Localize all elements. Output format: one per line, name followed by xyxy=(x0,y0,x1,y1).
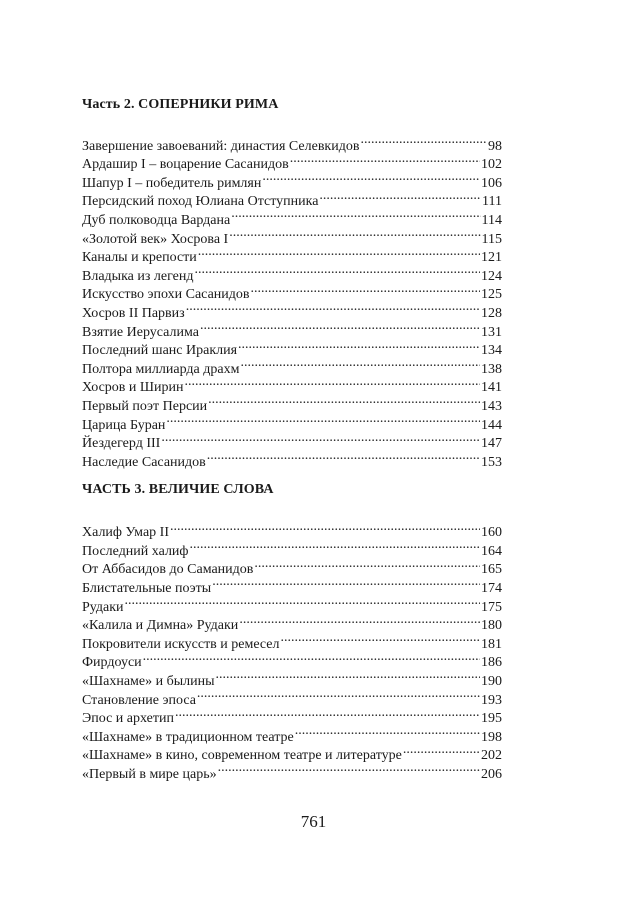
toc-entry-page: 106 xyxy=(481,175,502,191)
dot-leader xyxy=(295,722,480,741)
section-heading-part-2: Часть 2. СОПЕРНИКИ РИМА xyxy=(82,97,279,112)
toc-entry-page: 186 xyxy=(481,655,502,671)
dot-leader xyxy=(197,685,480,704)
toc-entry xyxy=(82,648,502,671)
toc-entry-title: Становление эпоса xyxy=(82,692,196,708)
toc-entry-title: От Аббасидов до Саманидов xyxy=(82,562,254,578)
toc-entry-page: 111 xyxy=(482,194,502,210)
dot-leader xyxy=(281,629,480,648)
section-heading-part-3: ЧАСТЬ 3. ВЕЛИЧИЕ СЛОВА xyxy=(82,481,274,497)
toc-entry-title: «Первый в мире царь» xyxy=(82,767,217,782)
toc-entry-page: 206 xyxy=(481,767,502,782)
dot-leader xyxy=(185,373,481,392)
toc-entry-page: 131 xyxy=(481,324,502,340)
toc-entry-page: 160 xyxy=(481,525,502,541)
toc-entry-page: 134 xyxy=(481,343,502,359)
dot-leader xyxy=(240,354,480,373)
dot-leader xyxy=(251,280,480,299)
toc-entry-title: Каналы и крепости xyxy=(82,250,197,266)
dot-leader xyxy=(218,759,480,778)
toc-entry-title: «Шахнаме» в кино, современном театре и литературе xyxy=(82,748,402,764)
toc-entry-title: Хосров II Парвиз xyxy=(82,305,185,321)
dot-leader xyxy=(198,243,480,262)
dot-leader xyxy=(229,224,480,243)
dot-leader xyxy=(403,741,480,760)
toc-entry-title: Взятие Иерусалима xyxy=(82,324,199,340)
dot-leader xyxy=(319,187,481,206)
dot-leader xyxy=(200,317,480,336)
toc-entry xyxy=(82,592,502,615)
toc-entry-title: Полтора миллиарда драхм xyxy=(82,361,240,377)
dot-leader xyxy=(216,666,480,685)
toc-entry-title: Блистательные поэты xyxy=(82,581,212,597)
dot-leader xyxy=(238,336,480,355)
table-of-contents xyxy=(82,96,502,782)
toc-entry-page: 128 xyxy=(481,305,502,321)
toc-entry-page: 143 xyxy=(481,398,502,414)
toc-entry-title: Покровители искусств и ремесел xyxy=(82,636,280,652)
toc-entry-page: 141 xyxy=(481,380,502,396)
toc-entry xyxy=(82,666,502,690)
toc-entry-page: 144 xyxy=(481,417,502,433)
toc-entry-title: Халиф Умар II xyxy=(82,525,169,541)
toc-entry-page: 114 xyxy=(481,212,502,228)
dot-leader xyxy=(143,648,480,667)
dot-leader xyxy=(207,447,480,466)
toc-entry-title: «Шахнаме» в традиционном театре xyxy=(82,729,294,745)
toc-entry-page: 193 xyxy=(481,692,502,708)
dot-leader xyxy=(231,205,480,224)
dot-leader xyxy=(175,704,480,723)
toc-entry-page: 175 xyxy=(481,599,502,615)
toc-entry xyxy=(82,131,502,154)
toc-entry-page: 202 xyxy=(481,748,502,764)
dot-leader xyxy=(254,555,480,574)
toc-entry-page: 164 xyxy=(481,543,502,559)
toc-entry-title: Дуб полководца Вардана xyxy=(82,212,231,228)
toc-list-part-2 xyxy=(82,131,502,470)
toc-entry-page: 181 xyxy=(481,636,502,652)
toc-entry-page: 102 xyxy=(481,157,502,173)
toc-entry-page: 180 xyxy=(481,618,502,634)
page-number: 761 xyxy=(300,812,327,831)
toc-entry xyxy=(82,611,502,634)
toc-entry-title: Персидский поход Юлиана Отступника xyxy=(82,194,319,210)
toc-entry-page: 165 xyxy=(481,562,502,578)
dot-leader xyxy=(190,536,481,555)
toc-entry-title: Наследие Сасанидов xyxy=(82,454,206,470)
toc-entry-title: «Золотой век» Хосрова I xyxy=(82,231,229,247)
toc-entry-page: 195 xyxy=(481,711,502,727)
toc-entry-page: 138 xyxy=(481,361,502,377)
dot-leader xyxy=(194,261,480,280)
toc-entry-page: 125 xyxy=(481,287,502,303)
toc-entry-page: 190 xyxy=(481,674,502,690)
dot-leader xyxy=(262,168,480,187)
toc-entry-title: Шапур I – победитель римлян xyxy=(82,175,262,191)
toc-entry-page: 153 xyxy=(481,454,502,470)
toc-entry-title: «Калила и Димна» Рудаки xyxy=(82,618,239,634)
toc-entry-title: Последний шанс Ираклия xyxy=(82,343,238,359)
toc-entry-page: 115 xyxy=(481,231,502,247)
dot-leader xyxy=(290,150,480,169)
toc-entry-title: Хосров и Ширин xyxy=(82,380,184,396)
dot-leader xyxy=(170,518,480,537)
toc-entry-title: Фирдоуси xyxy=(82,655,142,671)
toc-entry-page: 174 xyxy=(481,581,502,597)
toc-entry-page: 124 xyxy=(481,268,502,284)
toc-entry-title: Ардашир I – воцарение Сасанидов xyxy=(82,157,289,173)
toc-entry-title: Последний халиф xyxy=(82,543,189,559)
toc-entry-title: Йездегерд III xyxy=(82,436,161,452)
toc-entry-page: 198 xyxy=(481,729,502,745)
toc-entry-title: Владыка из легенд xyxy=(82,268,194,284)
dot-leader xyxy=(360,131,487,150)
dot-leader xyxy=(161,429,480,448)
toc-entry-title: Эпос и архетип xyxy=(82,711,174,727)
dot-leader xyxy=(125,592,480,611)
toc-entry-page: 98 xyxy=(488,138,502,154)
toc-entry-title: Царица Буран xyxy=(82,417,166,433)
dot-leader xyxy=(239,611,480,630)
dot-leader xyxy=(208,391,480,410)
toc-entry-title: «Шахнаме» и былины xyxy=(82,674,215,690)
toc-entry-title: Первый поэт Персии xyxy=(82,398,208,414)
dot-leader xyxy=(166,410,480,429)
toc-entry-page: 147 xyxy=(481,436,502,452)
toc-entry-title: Рудаки xyxy=(82,599,124,615)
dot-leader xyxy=(212,573,480,592)
dot-leader xyxy=(186,298,480,317)
toc-list-part-3 xyxy=(82,518,502,782)
toc-entry-title: Искусство эпохи Сасанидов xyxy=(82,287,250,303)
toc-entry xyxy=(82,518,502,541)
toc-entry-title: Завершение завоеваний: династия Селевкидов xyxy=(82,138,360,154)
toc-entry-page: 121 xyxy=(481,250,502,266)
